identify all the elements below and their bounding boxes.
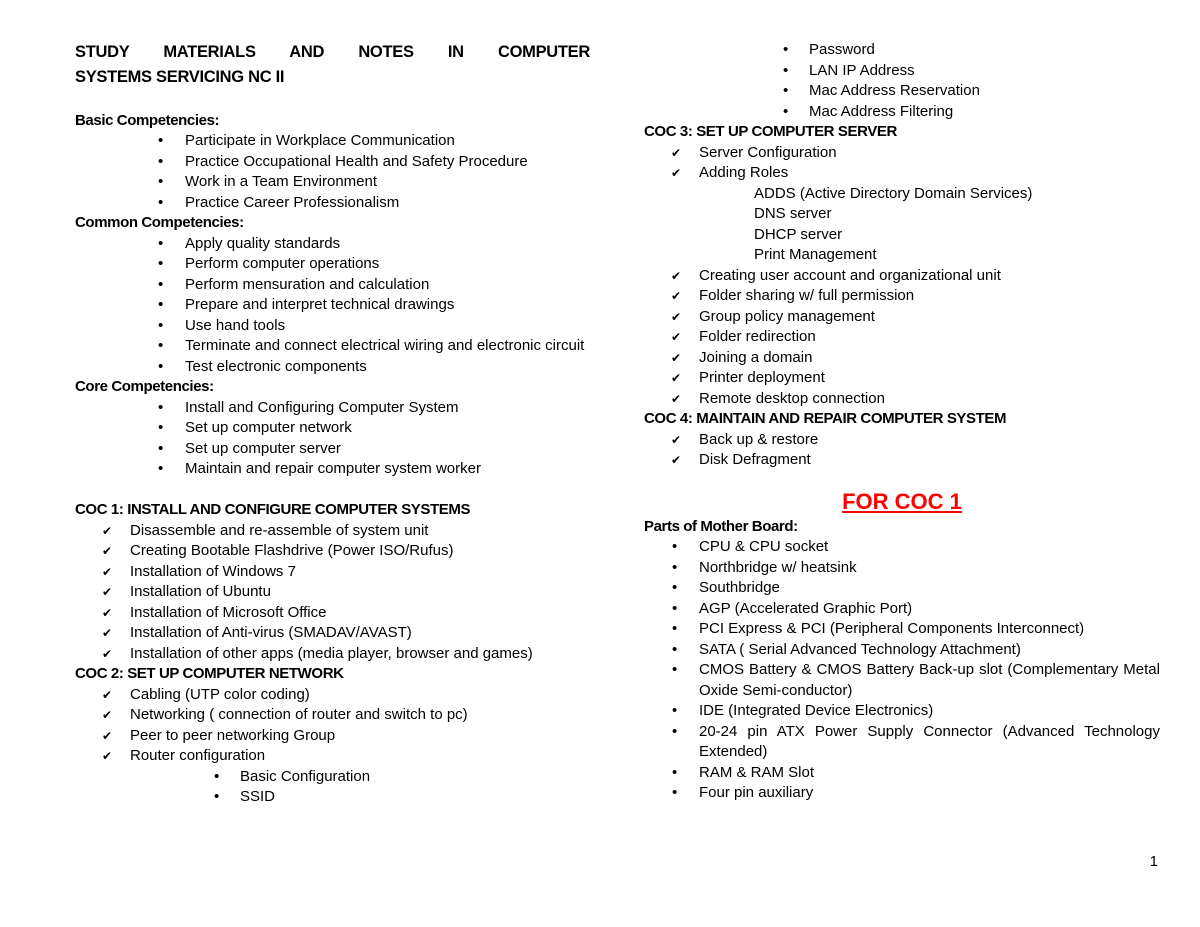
- list-item: • Password: [644, 40, 1160, 61]
- check-item: ✔ Installation of Anti-virus (SMADAV/AVAST): [75, 623, 590, 644]
- common-competencies-heading: Common Competencies:: [75, 214, 244, 231]
- check-item: ✔ Group policy management: [644, 307, 1160, 328]
- router-config-list-continued: [644, 40, 1160, 122]
- list-item: • RAM & RAM Slot: [644, 763, 1160, 784]
- roles-list: [644, 184, 1160, 266]
- list-item: • SATA ( Serial Advanced Technology Attachment): [644, 640, 1160, 661]
- core-competencies-heading: Core Competencies:: [75, 378, 214, 395]
- document-title: [75, 40, 590, 90]
- check-item: ✔ Cabling (UTP color coding): [75, 685, 590, 706]
- check-item: ✔ Disassemble and re-assemble of system unit: [75, 521, 590, 542]
- list-item: • Participate in Workplace Communication: [75, 131, 590, 152]
- list-item: • AGP (Accelerated Graphic Port): [644, 599, 1160, 620]
- list-item: • Terminate and connect electrical wiring and electronic circuit: [75, 336, 590, 357]
- list-item: • Four pin auxiliary: [644, 783, 1160, 804]
- check-item: ✔ Remote desktop connection: [644, 389, 1160, 410]
- title-line-2: SYSTEMS SERVICING NC II: [75, 68, 285, 86]
- list-item: • PCI Express & PCI (Peripheral Components Interconnect): [644, 619, 1160, 640]
- router-config-list: [75, 767, 590, 808]
- list-item: • Perform computer operations: [75, 254, 590, 275]
- check-item: ✔ Installation of Windows 7: [75, 562, 590, 583]
- title-line-1: STUDY MATERIALS AND NOTES IN COMPUTER: [75, 43, 590, 61]
- list-item: • Mac Address Reservation: [644, 81, 1160, 102]
- for-coc1-title: FOR COC 1: [842, 488, 962, 514]
- check-item: ✔ Folder redirection: [644, 327, 1160, 348]
- page-number: 1: [1149, 853, 1158, 870]
- left-column: [75, 40, 590, 808]
- list-item: • Set up computer network: [75, 418, 590, 439]
- list-item: • CPU & CPU socket: [644, 537, 1160, 558]
- list-item: • Apply quality standards: [75, 234, 590, 255]
- list-item: • SSID: [75, 787, 590, 808]
- right-column: [644, 40, 1160, 804]
- list-item: • Maintain and repair computer system worker: [75, 459, 590, 480]
- list-item: • Practice Career Professionalism: [75, 193, 590, 214]
- coc3-checklist: [644, 143, 1160, 184]
- list-item: • Prepare and interpret technical drawings: [75, 295, 590, 316]
- check-item: ✔ Folder sharing w/ full permission: [644, 286, 1160, 307]
- check-item: ✔ Printer deployment: [644, 368, 1160, 389]
- coc2-heading: COC 2: SET UP COMPUTER NETWORK: [75, 665, 344, 682]
- list-item: • Mac Address Filtering: [644, 102, 1160, 123]
- coc2-checklist: [75, 685, 590, 767]
- check-item: ✔ Router configuration: [75, 746, 590, 767]
- check-item: ✔ Creating user account and organizational unit: [644, 266, 1160, 287]
- list-item: • 20-24 pin ATX Power Supply Connector (Advanced Technology Extended): [644, 722, 1160, 763]
- coc4-heading: COC 4: MAINTAIN AND REPAIR COMPUTER SYSTEM: [644, 410, 1007, 427]
- role-item: DNS server: [754, 205, 832, 222]
- common-competencies-list: [75, 234, 590, 378]
- motherboard-parts-list: [644, 537, 1160, 804]
- motherboard-parts-heading: Parts of Mother Board:: [644, 517, 798, 535]
- check-item: ✔ Installation of Ubuntu: [75, 582, 590, 603]
- role-item: DHCP server: [754, 225, 843, 243]
- check-item: ✔ Peer to peer networking Group: [75, 726, 590, 747]
- list-item: • Work in a Team Environment: [75, 172, 590, 193]
- check-item: ✔ Installation of Microsoft Office: [75, 603, 590, 624]
- list-item: • Northbridge w/ heatsink: [644, 558, 1160, 579]
- role-item: Print Management: [754, 246, 877, 263]
- list-item: • CMOS Battery & CMOS Battery Back-up slot (Complementary Metal Oxide Semi-conductor): [644, 660, 1160, 701]
- coc3-checklist-continued: [644, 266, 1160, 410]
- check-item: ✔ Networking ( connection of router and switch to pc): [75, 705, 590, 726]
- core-competencies-list: [75, 398, 590, 480]
- list-item: • Test electronic components: [75, 357, 590, 378]
- check-item: ✔ Disk Defragment: [644, 450, 1160, 471]
- basic-competencies-list: [75, 131, 590, 213]
- role-item: ADDS (Active Directory Domain Services): [754, 184, 1033, 202]
- check-item: ✔ Creating Bootable Flashdrive (Power ISO/Rufus): [75, 541, 590, 562]
- coc1-checklist: [75, 521, 590, 665]
- check-item: ✔ Back up & restore: [644, 430, 1160, 451]
- check-item: ✔ Joining a domain: [644, 348, 1160, 369]
- check-item: ✔ Installation of other apps (media player, browser and games): [75, 644, 590, 665]
- list-item: • Install and Configuring Computer System: [75, 398, 590, 419]
- coc4-checklist: [644, 430, 1160, 471]
- list-item: • IDE (Integrated Device Electronics): [644, 701, 1160, 722]
- list-item: • Basic Configuration: [75, 767, 590, 788]
- list-item: • LAN IP Address: [644, 61, 1160, 82]
- list-item: • Use hand tools: [75, 316, 590, 337]
- coc1-heading: COC 1: INSTALL AND CONFIGURE COMPUTER SYSTEMS: [75, 501, 471, 518]
- coc3-heading: COC 3: SET UP COMPUTER SERVER: [644, 123, 897, 140]
- check-item: ✔ Server Configuration: [644, 143, 1160, 164]
- list-item: • Southbridge: [644, 578, 1160, 599]
- check-item: ✔ Adding Roles: [644, 163, 1160, 184]
- list-item: • Practice Occupational Health and Safety Procedure: [75, 152, 590, 173]
- basic-competencies-heading: Basic Competencies:: [75, 111, 220, 129]
- list-item: • Perform mensuration and calculation: [75, 275, 590, 296]
- list-item: • Set up computer server: [75, 439, 590, 460]
